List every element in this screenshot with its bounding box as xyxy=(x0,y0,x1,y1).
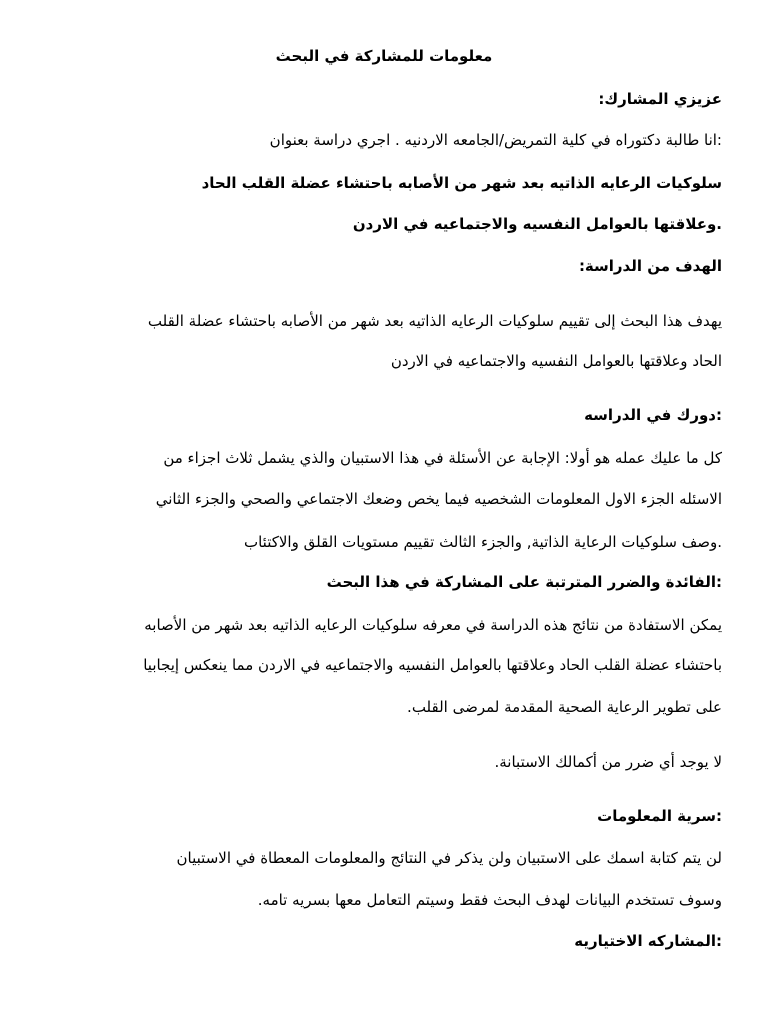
study-title-line-2: .وعلاقتها بالعوامل النفسيه والاجتماعيه في الاردن xyxy=(352,215,722,233)
document-title: معلومات للمشاركة في البحث xyxy=(275,47,493,65)
role-text-line-1: كل ما عليك عمله هو أولا: الإجابة عن الأسئلة في هذا الاستبيان والذي يشمل ثلاث اجزاء من xyxy=(163,449,722,467)
benefit-text-line-1: يمكن الاستفادة من نتائج هذه الدراسة في معرفه سلوكيات الرعايه الذاتيه بعد شهر من الأصابه xyxy=(144,616,722,634)
role-heading: :دورك في الدراسه xyxy=(584,406,722,424)
aim-heading: الهدف من الدراسة: xyxy=(578,257,722,275)
greeting-heading: عزيزي المشارك: xyxy=(598,90,722,108)
aim-text-line-1: يهدف هذا البحث إلى تقييم سلوكيات الرعايه الذاتيه بعد شهر من الأصابه باحتشاء عضلة القلب xyxy=(147,312,722,330)
benefit-text-line-3: على تطوير الرعاية الصحية المقدمة لمرضى القلب. xyxy=(407,698,722,716)
privacy-heading: :سرية المعلومات xyxy=(597,807,722,825)
benefit-text-line-2: باحتشاء عضلة القلب الحاد وعلاقتها بالعوامل النفسيه والاجتماعيه في الاردن مما ينعكس إيجابيا xyxy=(143,656,722,674)
privacy-text-line-1: لن يتم كتابة اسمك على الاستبيان ولن يذكر في النتائج والمعلومات المعطاة في الاستبيان xyxy=(176,849,722,867)
aim-text-line-2: الحاد وعلاقتها بالعوامل النفسيه والاجتماعيه في الاردن xyxy=(390,352,722,370)
no-harm-text: لا يوجد أي ضرر من أكمالك الاستبانة. xyxy=(494,753,722,771)
intro-text: :انا طالبة دكتوراه في كلية التمريض/الجامعه الاردنيه . اجري دراسة بعنوان xyxy=(269,131,722,149)
benefit-heading: :الفائدة والضرر المترتبة على المشاركة في هذا البحث xyxy=(326,573,722,591)
privacy-text-line-2: وسوف تستخدم البيانات لهدف البحث فقط وسيتم التعامل معها بسريه تامه. xyxy=(257,891,722,909)
study-title-line-1: سلوكيات الرعايه الذاتيه بعد شهر من الأصابه باحتشاء عضلة القلب الحاد xyxy=(201,174,722,192)
role-text-line-2: الاسئله الجزء الاول المعلومات الشخصيه فيما يخص وضعك الاجتماعي والصحي والجزء الثاني xyxy=(155,490,722,508)
voluntary-heading: :المشاركه الاختياريه xyxy=(574,932,722,950)
role-text-line-3: .وصف سلوكيات الرعاية الذاتية, والجزء الثالث تقييم مستويات القلق والاكتئاب xyxy=(243,533,722,551)
